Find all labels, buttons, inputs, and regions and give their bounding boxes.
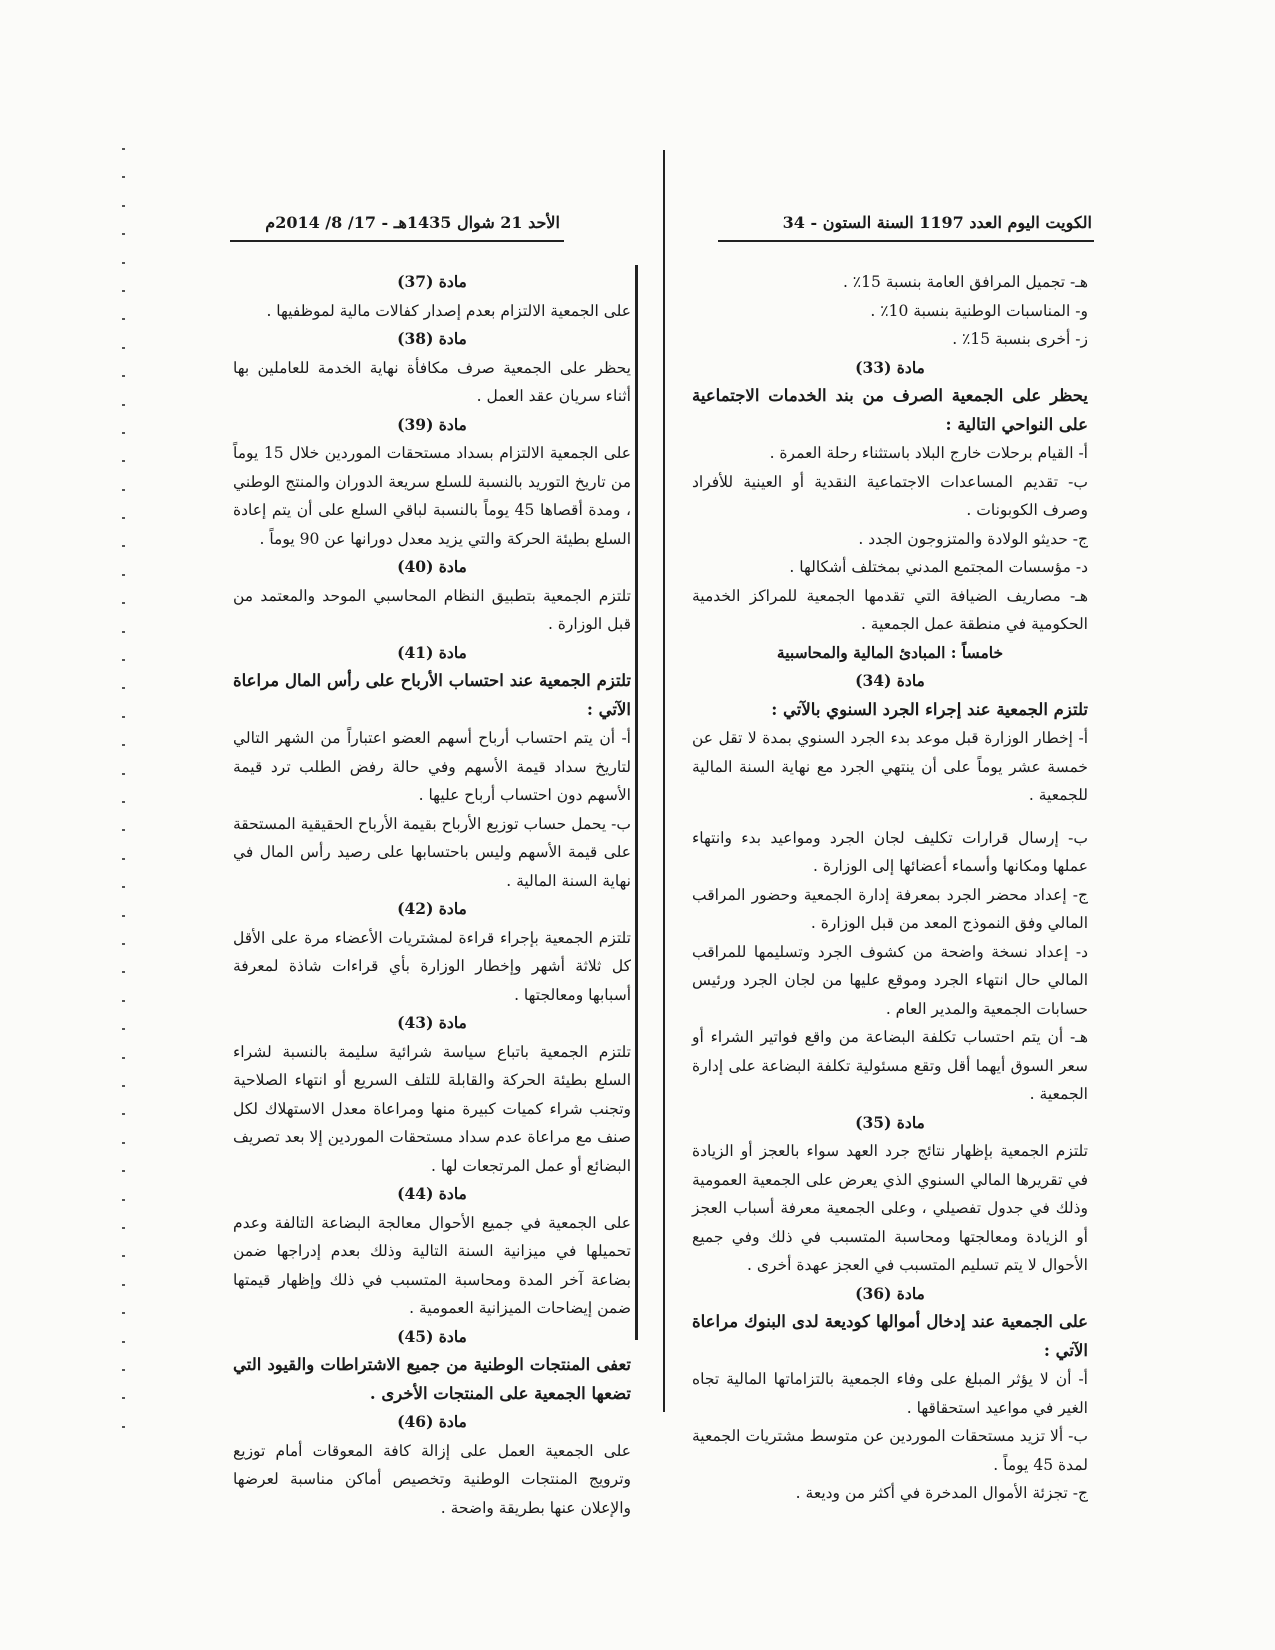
header-right: الكويت اليوم العدد 1197 السنة الستون - 34 (782, 213, 1092, 232)
scan-mark (122, 971, 125, 973)
scan-mark (122, 915, 125, 917)
scan-mark (122, 801, 125, 803)
article-text: هـ- مصاريف الضيافة التي تقدمها الجمعية للمراكز الخدمية الحكومية في منطقة عمل الجمعية . (692, 586, 1088, 633)
scan-mark (122, 148, 125, 150)
scan-mark (122, 943, 125, 945)
article-text: د- مؤسسات المجتمع المدني بمختلف أشكالها . (789, 558, 1088, 576)
scan-mark (122, 773, 125, 775)
scan-mark (122, 1255, 125, 1257)
spacer (692, 810, 1088, 824)
scan-mark (122, 659, 125, 661)
scan-mark (122, 375, 125, 377)
left-column (233, 268, 631, 1522)
scan-mark (122, 489, 125, 491)
article-text: ب- تقديم المساعدات الاجتماعية النقدية أو العينية للأفراد وصرف الكوبونات . (692, 472, 1088, 519)
scan-mark (122, 290, 125, 292)
article-text: ج- حديثو الولادة والمتزوجون الجدد . (858, 529, 1088, 548)
article-text: ب- يحمل حساب توزيع الأرباح بقيمة الأرباح الحقيقية المستحقة على قيمة الأسهم وليس باحتسابها على رصيد رأس المال في نهاية السنة المالية . (233, 814, 631, 890)
article-heading: مادة (41) (397, 642, 467, 662)
article-text: تلتزم الجمعية باتباع سياسة شرائية سليمة بالنسبة لشراء السلع بطيئة الحركة والقابلة للتلف السريع أو انتهاء الصلاحية وتجنب شراء كميات كبيرة منها ومراعاة معدل الاستهلاك لكل صنف مع مراعاة عدم سداد مستحقات الموردين إلا بعد تصريف البضائع أو عمل المرتجعات لها . (233, 1042, 631, 1175)
scan-mark (122, 1057, 125, 1059)
scan-mark (122, 1369, 125, 1371)
scan-mark (122, 1284, 125, 1286)
scan-mark (122, 1085, 125, 1087)
article-heading: مادة (34) (855, 671, 925, 690)
article-heading: مادة (37) (397, 272, 467, 291)
article-lead-text: تلتزم الجمعية عند إجراء الجرد السنوي بالآتي : (771, 699, 1088, 719)
article-text: تلتزم الجمعية بتطبيق النظام المحاسبي الموحد والمعتمد من قبل الوزارة . (233, 586, 631, 633)
scan-mark (122, 517, 125, 519)
article-text: على الجمعية الالتزام بعدم إصدار كفالات مالية لموظفيها . (266, 301, 631, 320)
scan-mark (122, 460, 125, 462)
scan-mark (122, 602, 125, 604)
header-left: الأحد 21 شوال 1435هـ - 17/ 8/ 2014م (265, 213, 560, 232)
article-text: يحظر على الجمعية صرف مكافأة نهاية الخدمة للعاملين بها أثناء سريان عقد العمل . (233, 358, 631, 405)
article-text: أ- أن يتم احتساب أرباح أسهم العضو اعتباراً من الشهر التالي لتاريخ سداد قيمة الأسهم وفي حالة رفض الطلب ترد قيمة الأسهم دون احتساب أرباح عليها . (233, 729, 631, 804)
article-text: على الجمعية العمل على إزالة كافة المعوقات أمام توزيع وترويج المنتجات الوطنية وتخصيص أماكن مناسبة لعرضها والإعلان عنها بطريقة واضحة . (233, 1441, 631, 1517)
article-text: هـ- تجميل المرافق العامة بنسبة 15٪ . (842, 273, 1088, 291)
article-heading: مادة (38) (397, 329, 467, 348)
article-lead-text: تلتزم الجمعية عند احتساب الأرباح على رأس المال مراعاة الآتي : (233, 671, 631, 719)
article-text: د- إعداد نسخة واضحة من كشوف الجرد وتسليمها للمراقب المالي حال انتهاء الجرد وموقع عليها من لجان الجرد ورئيس حسابات الجمعية والمدير العام . (692, 942, 1088, 1018)
page-fold-line (663, 150, 665, 1412)
article-text: تلتزم الجمعية بإظهار نتائج جرد العهد سواء بالعجز أو الزيادة في تقريرها المالي السنوي الذي يعرض على الجمعية العمومية وذلك في جدول تفصيلي ، وعلى الجمعية معرفة أسباب العجز أو الزيادة ومعالجتها ومحاسبة المتسبب في ذلك وفي جميع الأحوال لا يتم تسليم المتسبب في العجز عهدة أخرى . (692, 1142, 1088, 1274)
article-heading: مادة (40) (397, 557, 467, 576)
article-heading: مادة (44) (397, 1184, 467, 1203)
article-heading: مادة (45) (397, 1326, 467, 1346)
scan-mark (122, 744, 125, 746)
article-text: تلتزم الجمعية بإجراء قراءة لمشتريات الأعضاء مرة على الأقل كل ثلاثة أشهر وإخطار الوزارة بأي قراءات شاذة لمعرفة أسبابها ومعالجتها . (233, 928, 631, 1004)
scan-mark (122, 886, 125, 888)
header-rule-right (718, 240, 1094, 242)
scan-mark (122, 205, 125, 207)
scan-mark (122, 1341, 125, 1343)
scan-mark (122, 1000, 125, 1002)
article-text: ب- إرسال قرارات تكليف لجان الجرد ومواعيد بدء وانتهاء عملها ومكانها وأسماء أعضائها إلى الوزارة . (692, 828, 1088, 875)
scan-mark (122, 716, 125, 718)
column-divider (635, 265, 638, 1340)
right-column (692, 268, 1088, 1508)
scan-mark (122, 1426, 125, 1428)
article-heading: مادة (36) (855, 1283, 925, 1303)
article-lead-text: يحظر على الجمعية الصرف من بند الخدمات الاجتماعية على النواحي التالية : (692, 386, 1088, 434)
article-heading: مادة (35) (855, 1112, 925, 1132)
scan-mark (122, 1142, 125, 1144)
article-heading: مادة (39) (397, 414, 467, 434)
scan-mark (122, 1113, 125, 1115)
scan-mark (122, 262, 125, 264)
scan-mark (122, 1170, 125, 1172)
scan-mark (122, 176, 125, 178)
article-text: و- المناسبات الوطنية بنسبة 10٪ . (870, 301, 1088, 320)
article-heading: مادة (43) (397, 1013, 467, 1032)
scan-mark (122, 858, 125, 860)
article-lead-text: على الجمعية عند إدخال أموالها كوديعة لدى البنوك مراعاة الآتي : (692, 1312, 1088, 1360)
scan-mark (122, 347, 125, 349)
article-text: ج- تجزئة الأموال المدخرة في أكثر من وديعة . (795, 1484, 1088, 1502)
scan-mark (122, 574, 125, 576)
scan-mark (122, 1312, 125, 1314)
scan-mark (122, 1028, 125, 1030)
article-text: ج- إعداد محضر الجرد بمعرفة إدارة الجمعية وحضور المراقب المالي وفق النموذج المعد من قبل الوزارة . (692, 885, 1088, 932)
article-heading: مادة (42) (397, 899, 467, 918)
article-text: ب- ألا تزيد مستحقات الموردين عن متوسط مشتريات الجمعية لمدة 45 يوماً . (692, 1427, 1088, 1474)
scan-mark (122, 829, 125, 831)
article-text: على الجمعية الالتزام بسداد مستحقات الموردين خلال 15 يوماً من تاريخ التوريد بالنسبة للسلع سريعة الدوران والمنتج الوطني ، ومدة أقصاها 45 يوماً بالنسبة لباقي السلع على أن يتم إعادة السلع بطيئة الحركة والتي يزيد معدل دورانها عن 90 يوماً . (233, 444, 631, 548)
article-lead-text: تعفى المنتجات الوطنية من جميع الاشتراطات والقيود التي تضعها الجمعية على المنتجات الأخرى . (233, 1355, 631, 1403)
scan-mark (122, 233, 125, 235)
scan-mark (122, 1227, 125, 1229)
scan-mark (122, 1397, 125, 1399)
header-rule-left (230, 240, 564, 242)
article-text: ز- أخرى بنسبة 15٪ . (952, 330, 1088, 348)
section-heading: خامساً : المبادئ المالية والمحاسبية (776, 642, 1004, 662)
article-heading: مادة (46) (397, 1412, 467, 1431)
article-heading: مادة (33) (855, 357, 925, 377)
scan-mark (122, 631, 125, 633)
article-text: أ- القيام برحلات خارج البلاد باستثناء رحلة العمرة . (769, 444, 1088, 462)
article-text: أ- إخطار الوزارة قبل موعد بدء الجرد السنوي بمدة لا تقل عن خمسة عشر يوماً على أن ينتهي الجرد مع نهاية السنة المالية للجمعية . (692, 729, 1088, 804)
scan-mark (122, 404, 125, 406)
article-text: على الجمعية في جميع الأحوال معالجة البضاعة التالفة وعدم تحميلها في ميزانية السنة التالية وذلك بعدم إدراجها ضمن بضاعة آخر المدة ومحاسبة المتسبب في ذلك وإظهار قيمتها ضمن إيضاحات الميزانية العمومية . (233, 1213, 631, 1317)
article-text: هـ- أن يتم احتساب تكلفة البضاعة من واقع فواتير الشراء أو سعر السوق أيهما أقل وتقع مسئولية تكلفة البضاعة على إدارة الجمعية . (692, 1028, 1088, 1103)
scan-mark (122, 432, 125, 434)
scan-mark (122, 318, 125, 320)
article-text: أ- أن لا يؤثر المبلغ على وفاء الجمعية بالتزاماتها المالية تجاه الغير في مواعيد استحقاقها . (692, 1370, 1088, 1417)
scan-mark (122, 1199, 125, 1201)
scan-mark (122, 545, 125, 547)
scan-mark (122, 687, 125, 689)
